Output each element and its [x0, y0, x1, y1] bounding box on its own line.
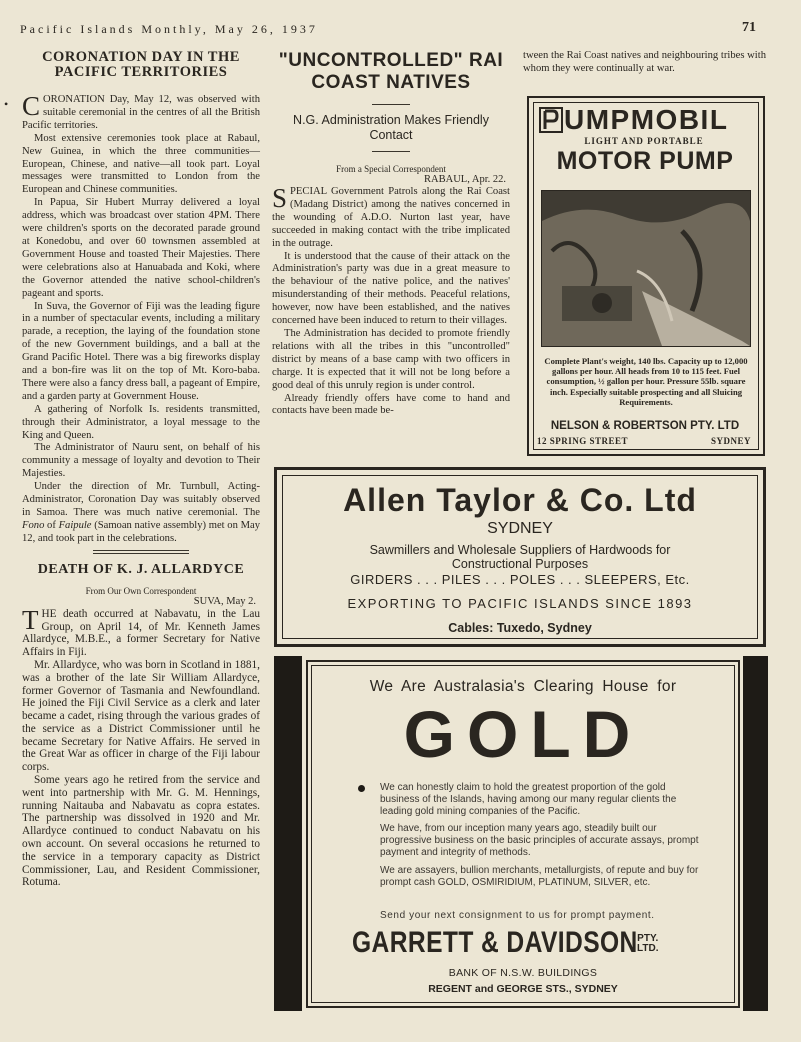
coronation-article [22, 91, 260, 546]
coronation-para: ORONATION Day, May 12, was observed with suitable ceremonial in the centres of all the British Pacific territories. [22, 94, 260, 131]
gold-body [380, 782, 700, 894]
running-head: Pacific Islands Monthly, May 26, 1937 [20, 22, 318, 36]
rule [372, 104, 410, 105]
rai-para: PECIAL Government Patrols along the Rai Coast (Madang District) among the natives concerned in the wounding of A.D.O. Nurton last year, have succeeded in making contact with the tribe implicated in the outrage. [272, 186, 510, 249]
allen-taylor-tagline: Sawmillers and Wholesale Suppliers of Hardwoods for Constructional Purposes [369, 543, 671, 571]
pump-photo [541, 190, 751, 347]
column-middle [272, 50, 510, 418]
rai-para: The Administration has decided to promote friendly relations with all the tribes in this "uncontrolled" district by means of a base camp with two officers in charge. It is expected that it will not be long before a good deal of this unruly region is under control. [272, 327, 510, 391]
gold-para: We are assayers, bullion merchants, metallurgists, of repute and buy for prompt cash GOLD, OSMIRIDIUM, PLATINUM, SILVER, etc. [380, 864, 699, 888]
death-para: HE death occurred at Nabavatu, in the Lau Group, on April 14, of Mr. Kenneth James Allardyce, M.B.E., a former Secretary for Native Affairs in Fiji. [22, 607, 260, 659]
garrett-davidson-name: GARRETT & DAVIDSON [352, 926, 638, 959]
section-divider [93, 550, 189, 554]
death-byline: From Our Own Correspondent [85, 585, 197, 596]
rai-dropcap: S [272, 183, 288, 213]
city: SYDNEY [710, 436, 751, 446]
street: 12 SPRING STREET [537, 436, 629, 446]
rai-para: It is understood that the cause of their attack on the Administration's party was due in a great measure to the behaviour of the native police, and the natives' misunderstanding of their methods. Peaceful relations, however, now have been established, and the natives concerned have been induced to return to their villages. [272, 250, 510, 327]
coronation-para: Most extensive ceremonies took place at Rabaul, New Guinea, in which the three communities—European, Chinese, and native—all took part. Loyal messages were transmitted to London from the European and Chinese communities. [22, 132, 260, 196]
ad-side-bar [743, 656, 768, 1011]
allen-taylor-name: Allen Taylor & Co. Ltd [343, 482, 697, 518]
garrett-davidson-ad [306, 660, 740, 1008]
coronation-para: In Papua, Sir Hubert Murray delivered a loyal address, which was broadcast over station 4PM. There were children's sports on the decorated parade ground at Konedobu, and over 60 townsmen assembled at Government House and toasted Their Majesties. There were celebrations also at Hanuabada and Koki, where the Governor attended the native school-children's pageant and sports. [22, 197, 260, 299]
coronation-headline: CORONATION DAY IN THE PACIFIC TERRITORIES [42, 49, 240, 80]
gold-para: We have, from our inception many years ago, steadily built our progressive business on the basic principles of accurate assays, prompt payment and integrity of methods. [380, 823, 699, 858]
bullet-icon [358, 785, 365, 792]
allen-taylor-cables: Cables: Tuxedo, Sydney [448, 621, 592, 635]
pumpmobil-ad [527, 96, 765, 456]
gold-word: GOLD [403, 697, 643, 771]
gold-send: Send your next consignment to us for prompt payment. [380, 910, 655, 921]
rai-headline: "UNCONTROLLED" RAI COAST NATIVES [278, 50, 504, 93]
rule [372, 151, 410, 152]
coronation-dropcap: C [22, 91, 41, 121]
rai-dateline: RABAUL, Apr. 22. [424, 174, 506, 185]
rai-continuation: tween the Rai Coast natives and neighbouring tribes with whom they were continually at war. [523, 50, 766, 74]
ad-side-bar [274, 656, 302, 1011]
pumpmobil-headline: MOTOR PUMP [556, 147, 734, 175]
pumpmobil-company: NELSON & ROBERTSON PTY. LTD [550, 420, 740, 432]
margin-mark: • [4, 97, 9, 111]
allen-taylor-products: GIRDERS . . . PILES . . . POLES . . . SLEEPERS, Etc. [350, 572, 690, 587]
garrett-davidson-pty: PTY. LTD. [637, 933, 659, 954]
gold-para: We can honestly claim to hold the greatest proportion of the gold business of the Islands, having among our many regular clients the leading gold mining companies of the Pacific. [380, 782, 677, 817]
coronation-para: A gathering of Norfolk Is. residents transmitted, through their Administrator, a loyal message to the King and Queen. [22, 403, 260, 441]
page-number: 71 [742, 20, 756, 35]
allen-taylor-city: SYDNEY [487, 520, 553, 537]
p-letter-icon [539, 107, 563, 133]
coronation-para: Under the direction of Mr. Turnbull, Acting-Administrator, Coronation Day was suitably observed in Samoa. There was much native ceremonial. The Fono of Faipule (Samoan native assembly) met on May 12, and took part in the celebrations. [22, 481, 260, 544]
pumpmobil-brand: UMPMOBIL [539, 106, 749, 134]
rai-byline: From a Special Correspondent [336, 164, 446, 174]
gold-headline: We Are Australasia's Clearing House for [369, 678, 677, 695]
gold-streets: REGENT and GEORGE STS., SYDNEY [428, 983, 618, 995]
death-article [22, 604, 260, 890]
rai-article [272, 183, 510, 418]
allen-taylor-ad [274, 467, 766, 647]
pumpmobil-description: Complete Plant's weight, 140 lbs. Capacity up to 12,000 gallons per hour. All heads from 10 to 115 feet. Fuel consumption, ½ gallon per hour. Pressure 55lb. square inch. Especially suitable prospecting and all Sluicing Requirements. [544, 356, 748, 407]
coronation-para: The Administrator of Nauru sent, on behalf of his community a message of loyalty and devotion to Their Majesties. [22, 442, 260, 480]
death-headline: DEATH OF K. J. ALLARDYCE [37, 561, 245, 577]
gold-bank: BANK OF N.S.W. BUILDINGS [448, 967, 598, 979]
pumpmobil-sub: LIGHT AND PORTABLE [584, 136, 704, 146]
death-dropcap: T [22, 604, 39, 635]
column-left [22, 50, 260, 889]
death-para: Mr. Allardyce, who was born in Scotland in 1881, was a brother of the late Sir William Allardyce, former Governor of Tasmania and Newfoundland. He joined the Fiji Civil Service as a clerk and later became a cadet, rising through the various grades of the service as a District Commissioner until he became Secretary for Native Affairs. He served in the Great War as officer in charge of the Fiji labour corps. [22, 658, 260, 774]
column-right [523, 50, 766, 76]
death-dateline: SUVA, May 2. [193, 595, 256, 607]
allen-taylor-export: EXPORTING TO PACIFIC ISLANDS SINCE 1893 [347, 596, 693, 611]
rai-para: Already friendly offers have come to hand and contacts have been made be- [272, 392, 510, 417]
rai-subheadline: N.G. Administration Makes Friendly Contact [293, 113, 489, 142]
coronation-para: In Suva, the Governor of Fiji was the leading figure in a number of spectacular events, including a military parade, a reception, the laying of the foundation stone of the new Government buildings, and a ball at the Grand Pacific Hotel. There was a big fireworks display and a bon-fire was lit on the top of Mt. Koro-baba. There were also a fancy dress ball, a pageant of Empire, and a garden party at Government House. [22, 300, 260, 402]
death-para: Some years ago he retired from the service and went into partnership with Mr. G. M. Hennings, running Naitauba and Nabavatu as copra estates. The partnership was dissolved in 1920 and Mr. Allardyce continued to conduct Nabavatu on his own account. On several occasions he returned to the service in a temporary capacity as District Commissioner, Lau, and Resident Commissioner, Rotuma. [22, 774, 260, 889]
